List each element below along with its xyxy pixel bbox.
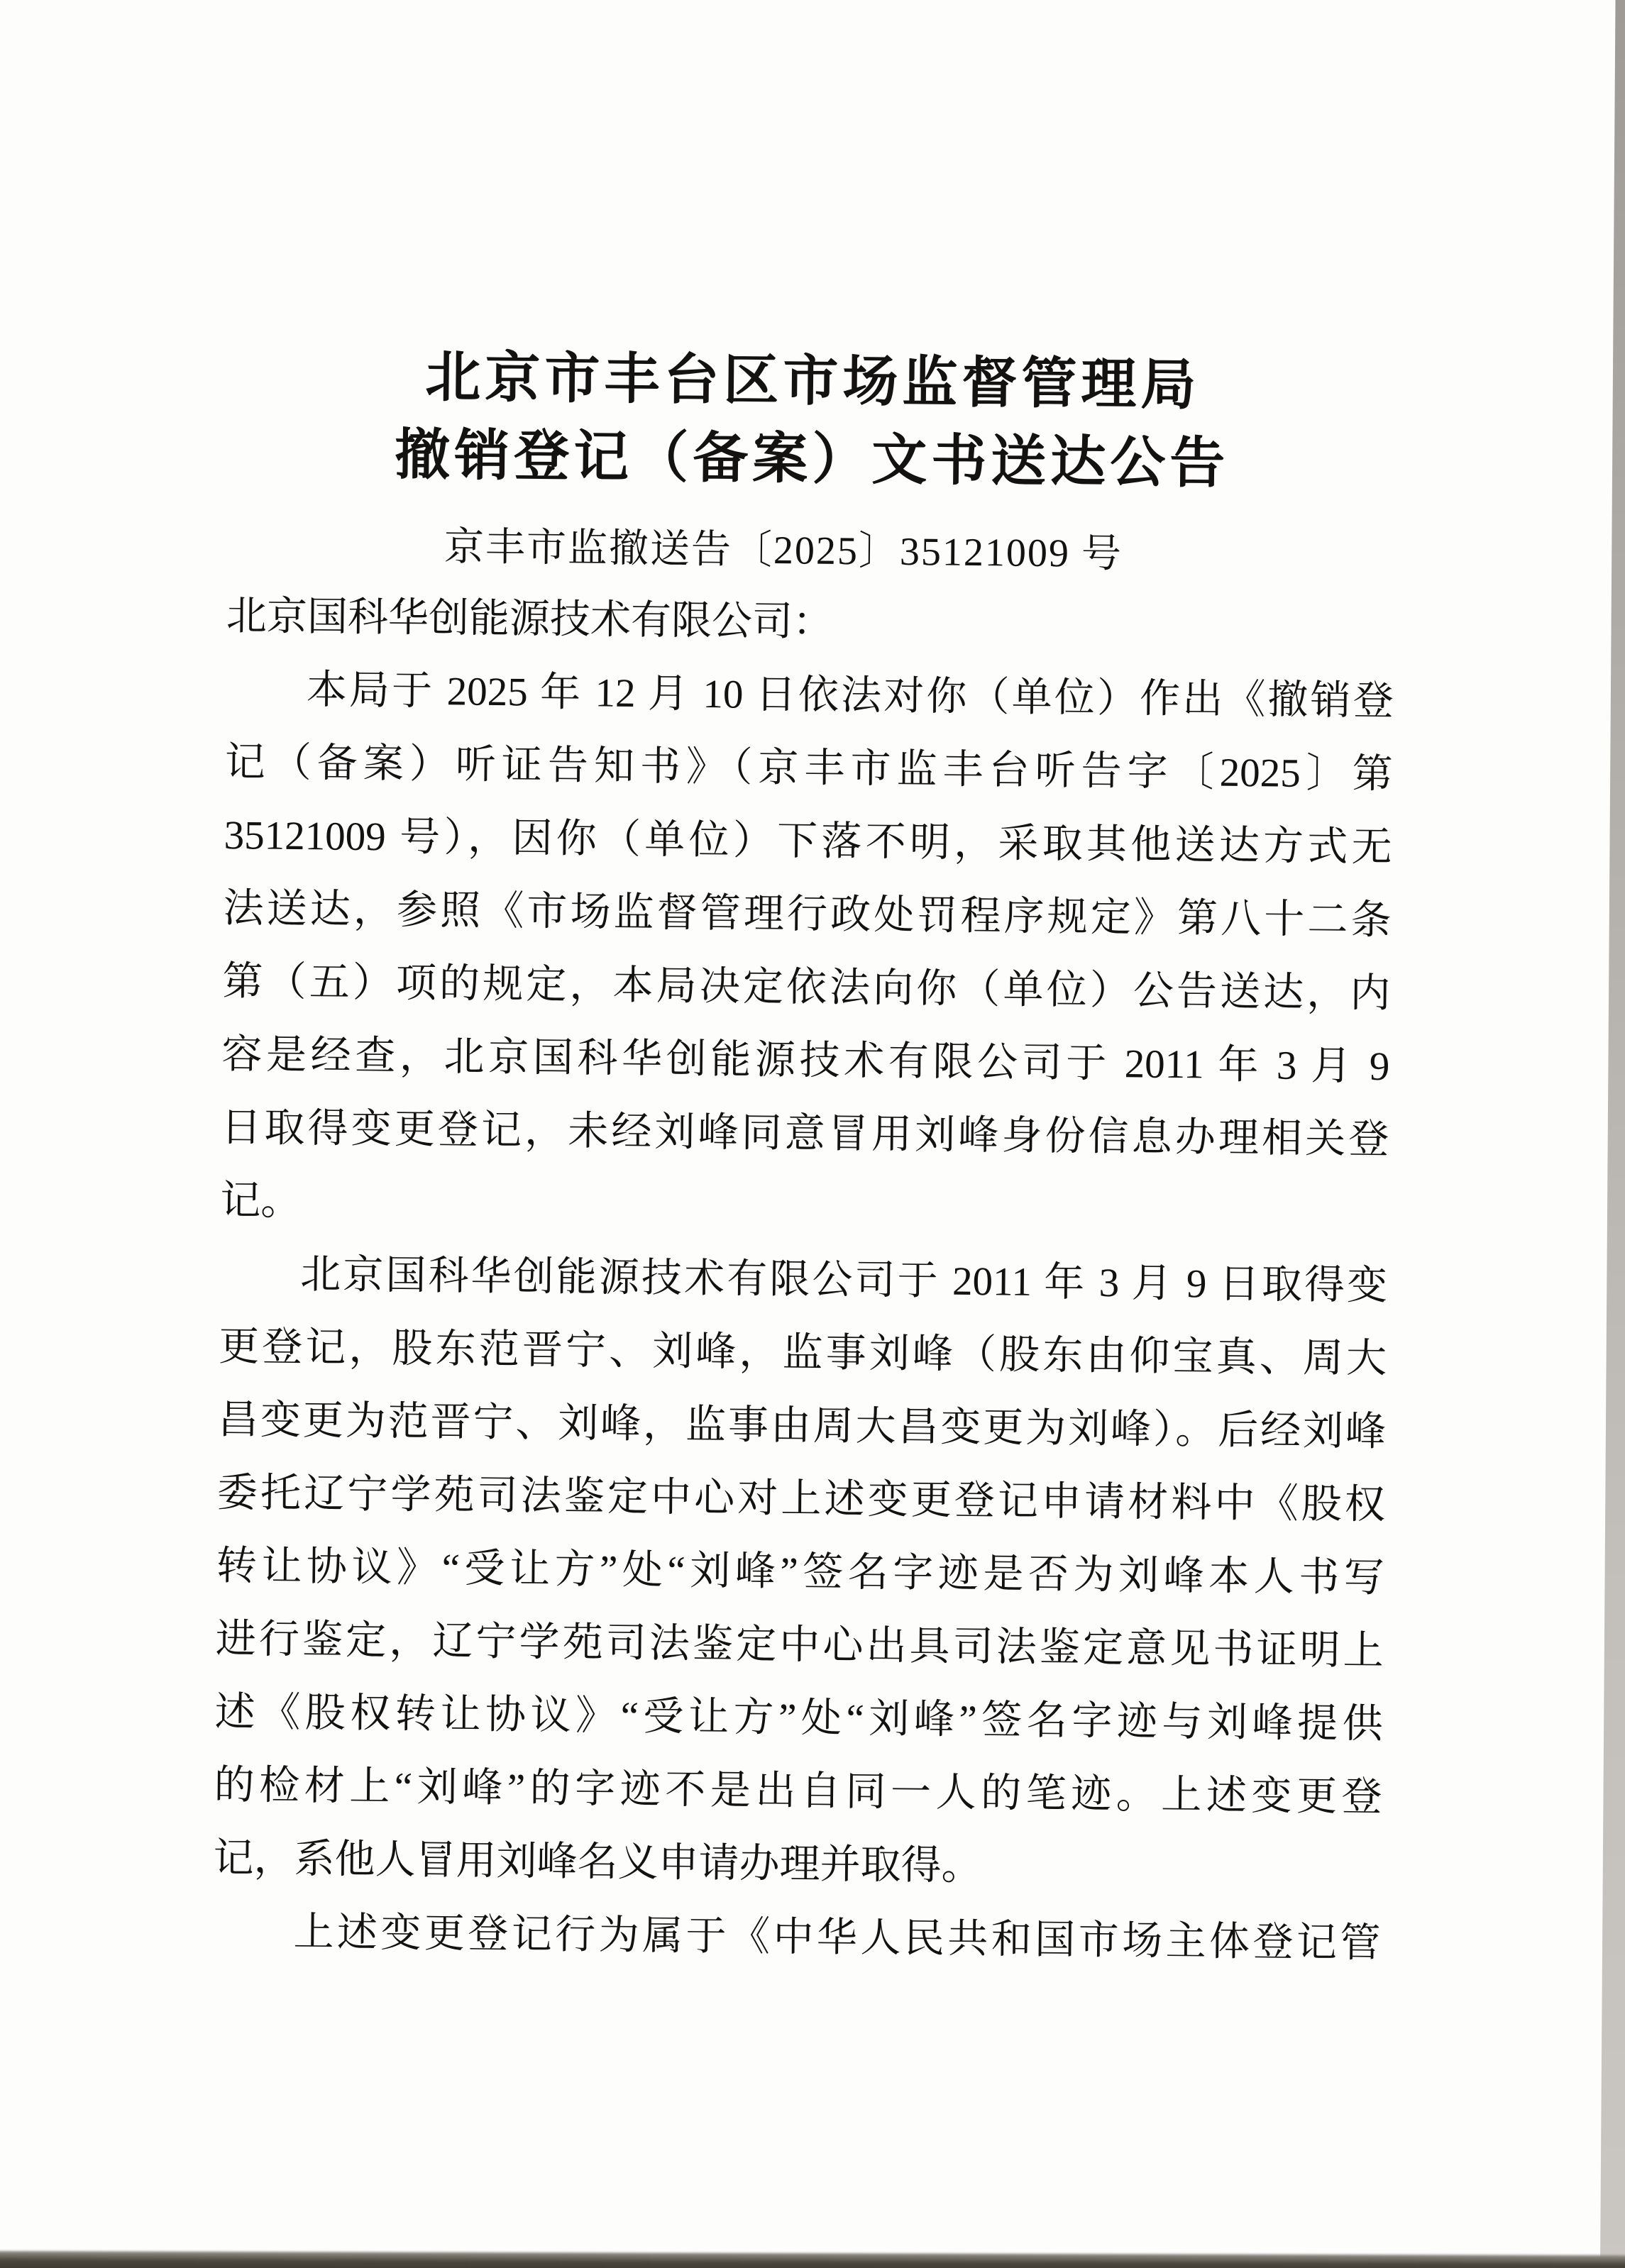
body-line: 昌变更为范晋宁、刘峰，监事由周大昌变更为刘峰）。后经刘峰 <box>217 1397 1387 1455</box>
body-line: 北京国科华创能源技术有限公司于 2011 年 3 月 9 日取得变 <box>299 1252 1388 1309</box>
notice-title-line-2: 撤销登记（备案）文书送达公告 <box>394 424 1230 494</box>
body-line: 本局于 2025 年 12 月 10 日依法对你（单位）作出《撤销登 <box>306 668 1394 724</box>
body-line: 记。 <box>219 1178 302 1224</box>
body-line: 进行鉴定，辽宁学苑司法鉴定中心出具司法鉴定意见书证明上 <box>215 1616 1384 1674</box>
body-line: 记（备案）听证告知书》（京丰市监丰台听告字〔2025〕第 <box>224 739 1394 797</box>
body-line: 上述变更登记行为属于《中华人民共和国市场主体登记管 <box>293 1910 1381 1966</box>
notice-text-block <box>213 341 1397 1966</box>
notice-body <box>212 580 1394 1980</box>
scan-bottom-paper-edge <box>0 2251 1625 2268</box>
body-line: 更登记，股东范晋宁、刘峰，监事刘峰（股东由仰宝真、周大 <box>218 1324 1387 1382</box>
body-line: 转让协议》“受让方”处“刘峰”签名字迹是否为刘峰本人书写 <box>216 1543 1385 1601</box>
body-line: 第（五）项的规定，本局决定依法向你（单位）公告送达，内 <box>222 958 1391 1017</box>
body-line-recipient: 北京国科华创能源技术有限公司： <box>226 593 834 645</box>
notice-title-line-1: 北京市丰台区市场监督管理局 <box>425 345 1201 416</box>
body-line: 35121009 号），因你（单位）下落不明，采取其他送达方式无 <box>224 812 1392 870</box>
scan-right-paper-edge <box>1578 0 1625 2268</box>
body-line: 述《股权转让协议》“受让方”处“刘峰”签名字迹与刘峰提供 <box>214 1689 1383 1747</box>
document-number: 京丰市监撤送告〔2025〕35121009 号 <box>444 525 1123 577</box>
body-line: 法送达，参照《市场监督管理行政处罚程序规定》第八十二条 <box>223 885 1392 944</box>
body-line: 记，系他人冒用刘峰名义申请办理并取得。 <box>213 1835 982 1889</box>
body-line: 委托辽宁学苑司法鉴定中心对上述变更登记申请材料中《股权 <box>216 1470 1386 1528</box>
body-line: 的检材上“刘峰”的字迹不是出自同一人的笔迹。上述变更登 <box>214 1762 1382 1820</box>
notice-title <box>228 336 1397 504</box>
body-line: 容是经查，北京国科华创能源技术有限公司于 2011 年 3 月 9 <box>221 1031 1390 1090</box>
body-line: 日取得变更登记，未经刘峰同意冒用刘峰身份信息办理相关登 <box>221 1105 1389 1163</box>
